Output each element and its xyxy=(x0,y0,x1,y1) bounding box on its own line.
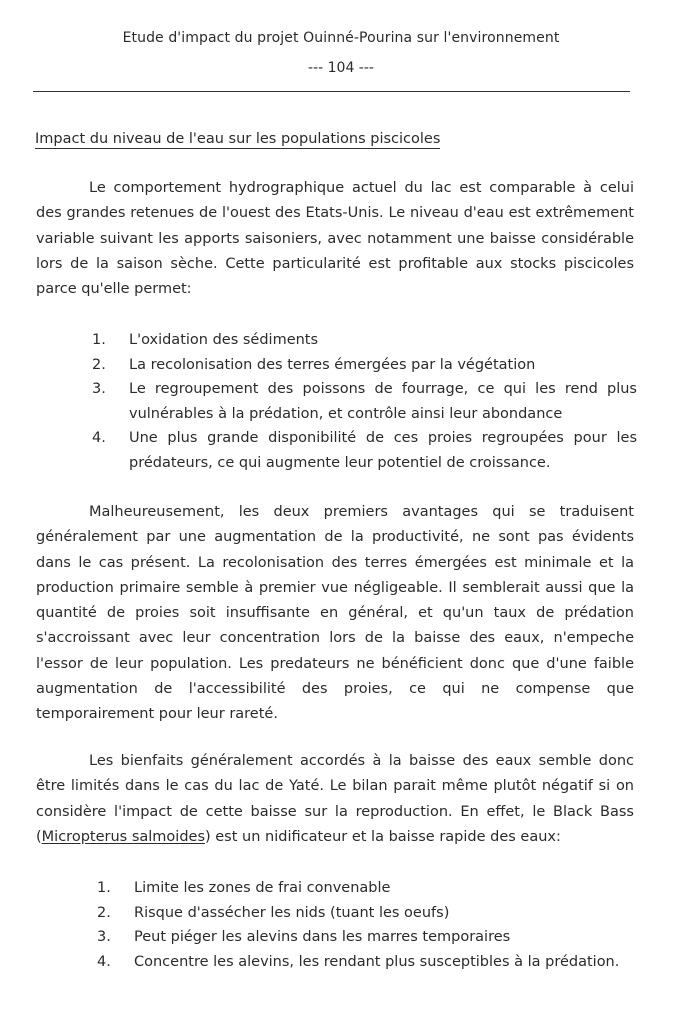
list-item-text: Peut piéger les alevins dans les marres temporaires xyxy=(134,929,511,945)
paragraph-text-before: Les bienfaits généralement accordés à la baisse des eaux semble donc être limités dans le cas du lac de Yaté. Le bilan parait même plutôt négatif si on considère l'impact de cette baisse sur la reproduction. En effet, le Black Bass ( xyxy=(36,753,634,845)
header-rule xyxy=(33,91,630,92)
drawdown-effects-list xyxy=(97,876,642,974)
paragraph-text-after: ) est un nidificateur et la baisse rapide des eaux: xyxy=(205,828,561,845)
list-item-number: 3. xyxy=(92,381,106,397)
list-item xyxy=(97,901,642,926)
list-item xyxy=(97,950,642,975)
list-item-number: 1. xyxy=(92,332,106,348)
list-item-number: 4. xyxy=(92,430,106,446)
list-item xyxy=(92,353,637,378)
list-item-text: La recolonisation des terres émergées par la végétation xyxy=(129,356,536,373)
running-header-title: Etude d'impact du projet Ouinné-Pourina sur l'environnement xyxy=(122,30,560,46)
list-item-text: Le regroupement des poissons de fourrage, ce qui les rend plus vulnérables à la prédation, et contrôle ainsi leur abondance xyxy=(129,381,637,422)
list-item-text: Limite les zones de frai convenable xyxy=(134,880,391,896)
paragraph-benefits xyxy=(36,749,634,850)
paragraph-unfortunately: Malheureusement, les deux premiers avantages qui se traduisent généralement par une augmentation de la productivité, ne sont pas évidents dans le cas présent. La recolonisation des terres émergées est minimale et la production primaire semble à premier vue négligeable. Il semblerait aussi que la quantité de proies soit insuffisante en général, et qu'un taux de prédation s'accroissant avec leur concentration lors de la baisse des eaux, n'empeche l'essor de leur population. Les predateurs ne bénéficient donc que d'une faible augmentation de l'accessibilité des proies, ce qui ne compense que temporairement pour leur rareté. xyxy=(36,504,634,723)
list-item xyxy=(92,328,637,353)
list-item-text: L'oxidation des sédiments xyxy=(129,332,319,348)
page-number: --- 104 --- xyxy=(308,60,374,76)
list-item xyxy=(97,925,642,950)
list-item xyxy=(97,876,642,901)
list-item-number: 2. xyxy=(97,904,111,921)
list-item-text: Risque d'assécher les nids (tuant les oeufs) xyxy=(134,904,450,921)
list-item-text: Concentre les alevins, les rendant plus susceptibles à la prédation. xyxy=(134,953,620,970)
list-item-text: Une plus grande disponibilité de ces proies regroupées pour les prédateurs, ce qui augmente leur potentiel de croissance. xyxy=(129,430,637,471)
species-name: Micropterus salmoides xyxy=(41,828,205,845)
paragraph-intro: Le comportement hydrographique actuel du lac est comparable à celui des grandes retenues de l'ouest des Etats-Unis. Le niveau d'eau est extrêmement variable suivant les apports saisoniers, avec notamment une baisse considérable lors de la saison sèche. Cette particularité est profitable aux stocks piscicoles parce qu'elle permet: xyxy=(36,180,634,298)
list-item-number: 1. xyxy=(97,880,111,896)
section-heading: Impact du niveau de l'eau sur les populations piscicoles xyxy=(35,131,441,147)
list-item-number: 4. xyxy=(97,953,111,970)
list-item-number: 3. xyxy=(97,929,111,945)
list-item-number: 2. xyxy=(92,356,106,373)
advantages-list xyxy=(92,328,637,475)
list-item xyxy=(92,377,637,426)
list-item xyxy=(92,426,637,475)
